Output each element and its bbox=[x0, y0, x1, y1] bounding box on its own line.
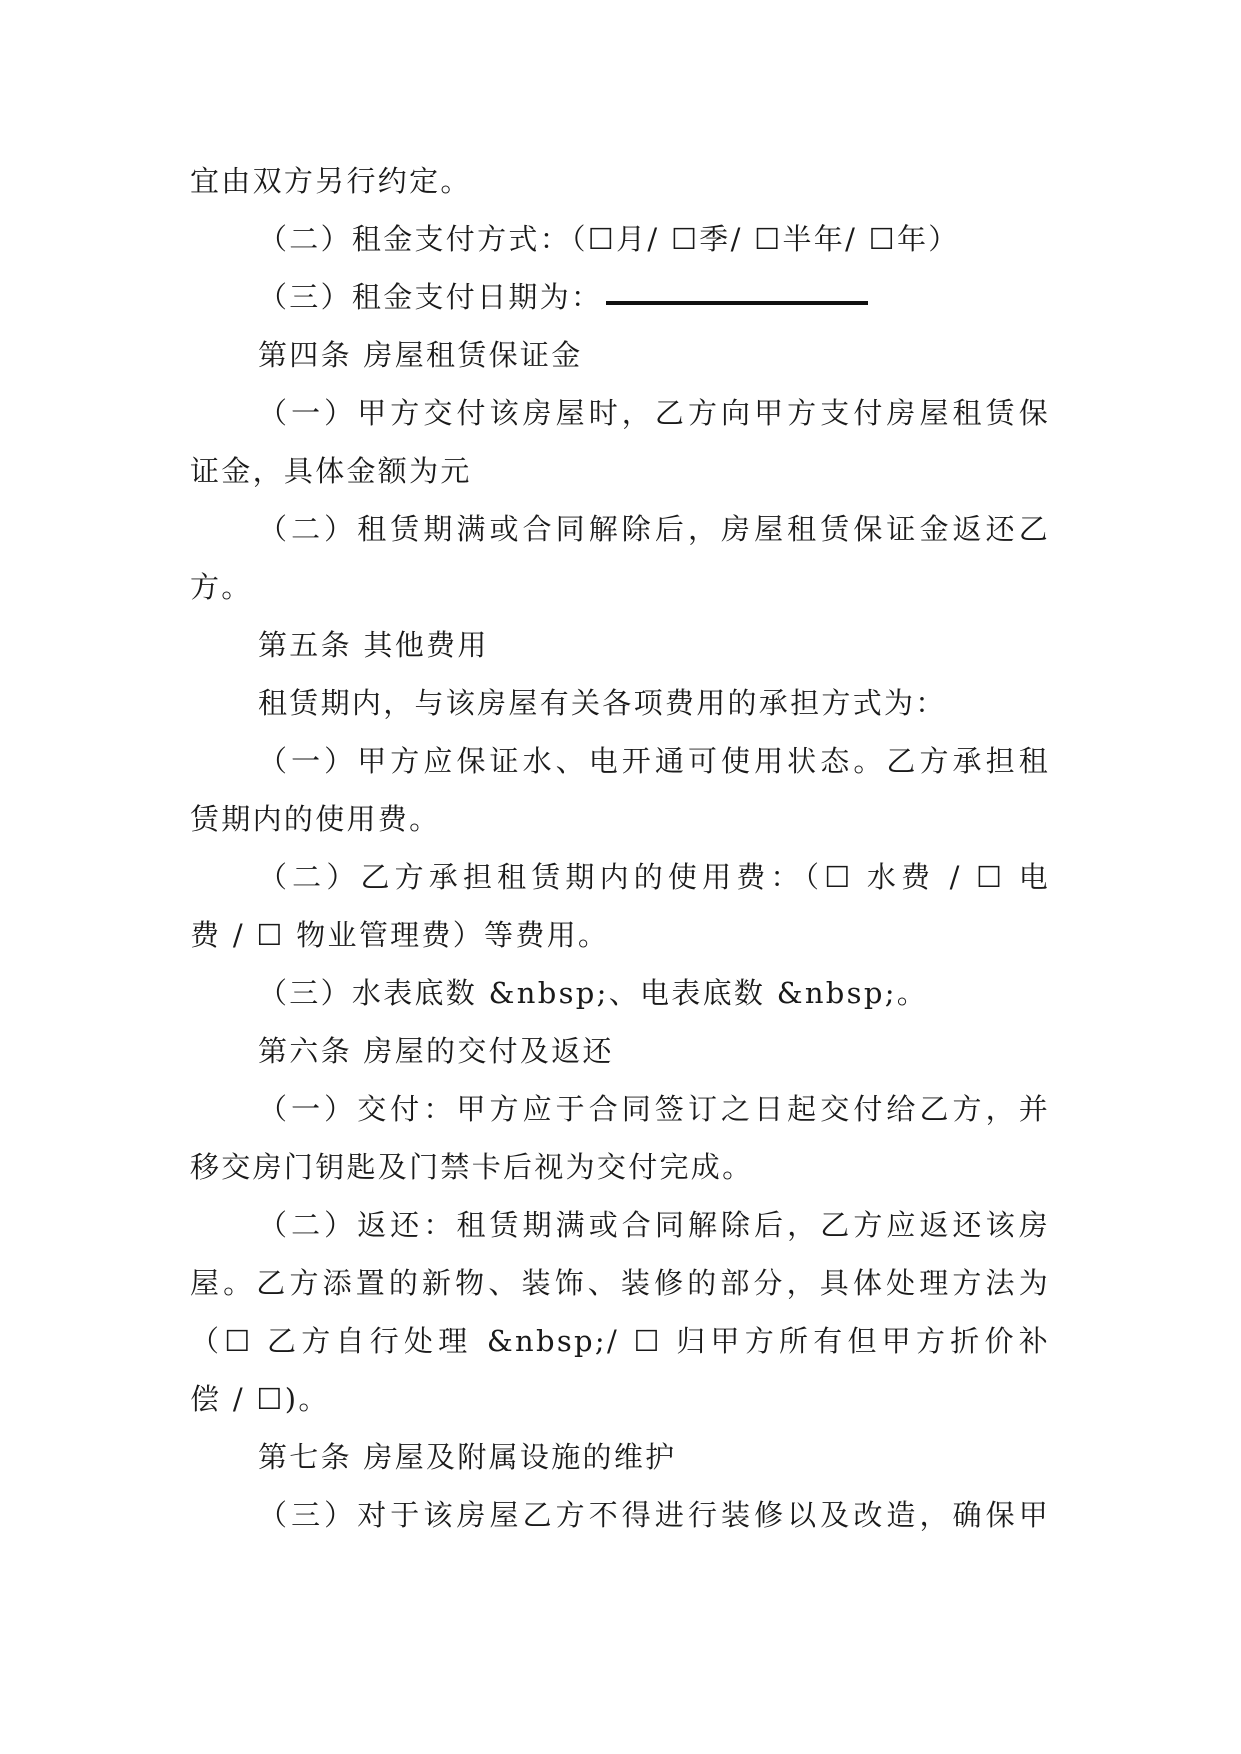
article-heading: 第四条 房屋租赁保证金 bbox=[258, 338, 583, 372]
paragraph-line: 租赁期内，与该房屋有关各项费用的承担方式为： bbox=[258, 686, 947, 720]
rent-payment-method-line: （二）租金支付方式：（☐月/ ☐季/ ☐半年/ ☐年） bbox=[258, 222, 960, 256]
paragraph-line: （一）交付：甲方应于合同签订之日起交付给乙方，并 bbox=[258, 1092, 1050, 1126]
paragraph-line: 宜由双方另行约定。 bbox=[190, 164, 472, 198]
rent-payment-date-label: （三）租金支付日期为： bbox=[258, 280, 603, 314]
paragraph-line: （三）对于该房屋乙方不得进行装修以及改造，确保甲 bbox=[258, 1498, 1050, 1532]
paragraph-line: （二）返还：租赁期满或合同解除后，乙方应返还该房 bbox=[258, 1208, 1050, 1242]
paragraph-line: （二）租赁期满或合同解除后，房屋租赁保证金返还乙 bbox=[258, 512, 1050, 546]
paragraph-line: （二）乙方承担租赁期内的使用费：（☐ 水费 / ☐ 电 bbox=[258, 860, 1050, 894]
rent-payment-date-line bbox=[190, 268, 1050, 326]
paragraph-line: 证金，具体金额为元 bbox=[190, 454, 472, 488]
article-heading: 第五条 其他费用 bbox=[258, 628, 489, 662]
paragraph-line: （一）甲方应保证水、电开通可使用状态。乙方承担租 bbox=[258, 744, 1050, 778]
paragraph-line: 屋。乙方添置的新物、装饰、装修的部分，具体处理方法为 bbox=[190, 1266, 1050, 1300]
paragraph-line: 费 / ☐ 物业管理费）等费用。 bbox=[190, 918, 610, 952]
article-heading: 第七条 房屋及附属设施的维护 bbox=[258, 1440, 677, 1474]
paragraph-line: 方。 bbox=[190, 570, 253, 604]
article-heading: 第六条 房屋的交付及返还 bbox=[258, 1034, 614, 1068]
paragraph-line: （一）甲方交付该房屋时，乙方向甲方支付房屋租赁保 bbox=[258, 396, 1050, 430]
paragraph-line: 赁期内的使用费。 bbox=[190, 802, 441, 836]
paragraph-line: （☐ 乙方自行处理 &nbsp;/ ☐ 归甲方所有但甲方折价补 bbox=[190, 1324, 1050, 1358]
paragraph-line: 偿 / ☐)。 bbox=[190, 1382, 330, 1416]
document-body bbox=[190, 152, 1050, 1544]
paragraph-line: （三）水表底数 &nbsp;、电表底数 &nbsp;。 bbox=[258, 976, 929, 1010]
fill-in-blank bbox=[606, 301, 868, 305]
paragraph-line: 移交房门钥匙及门禁卡后视为交付完成。 bbox=[190, 1150, 754, 1184]
